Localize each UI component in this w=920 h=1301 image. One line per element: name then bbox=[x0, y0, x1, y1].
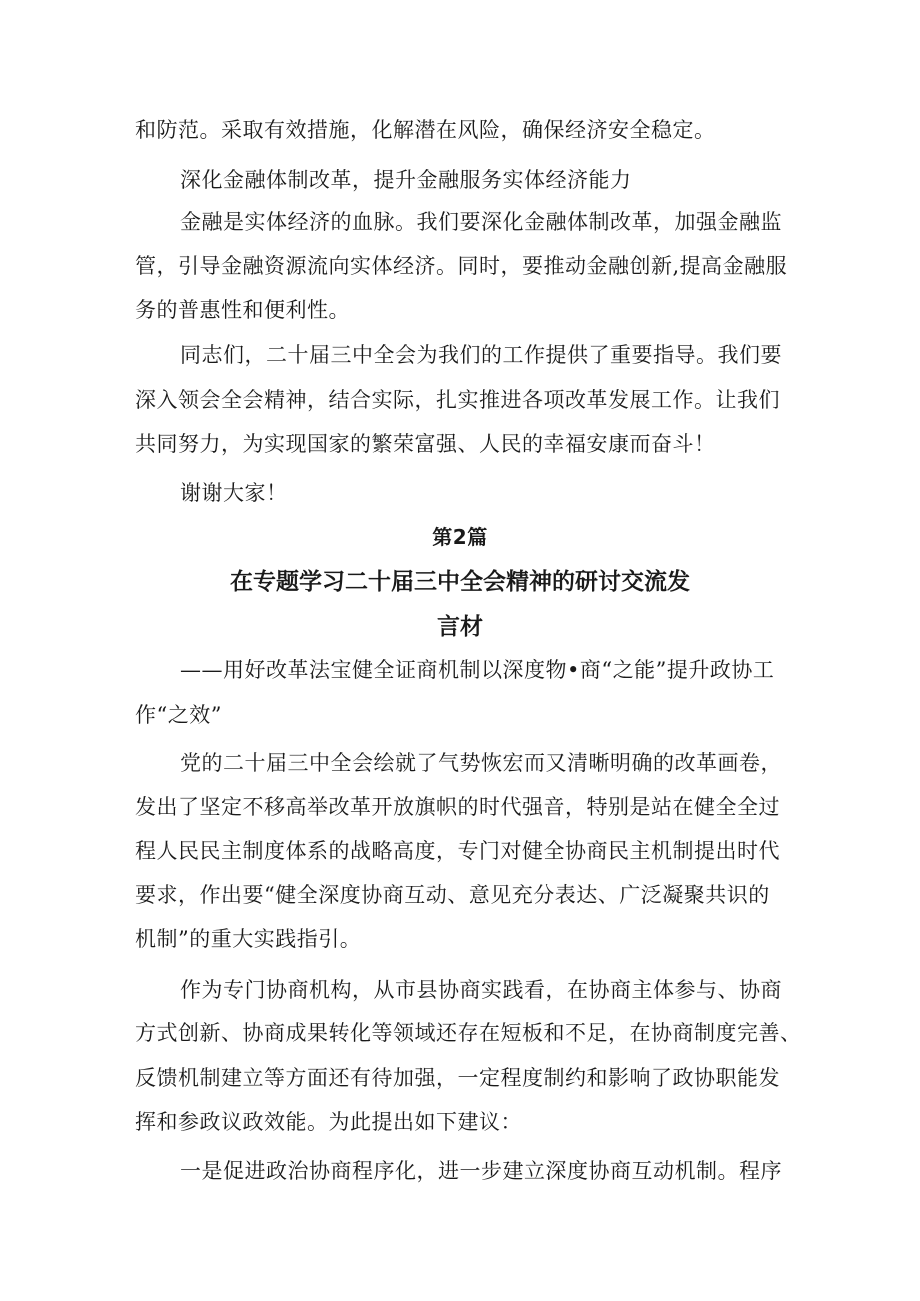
body-line: 方式创新、协商成果转化等领域还存在短板和不足，在协商制度完善、 bbox=[135, 1021, 802, 1045]
closing-line: 谢谢大家！ bbox=[180, 481, 288, 505]
body-line: 管，引导金融资源流向实体经济。同时，要推动金融创新,提高金融服 bbox=[135, 254, 788, 278]
subtitle-line-2: 作“之效” bbox=[135, 703, 222, 727]
body-line: 共同努力，为实现国家的繁荣富强、人民的幸福安康而奋斗！ bbox=[135, 432, 716, 456]
body-line: 作为专门协商机构，从市县协商实践看，在协商主体参与、协商 bbox=[180, 978, 782, 1002]
body-line: 要求，作出要“健全深度协商互动、意见充分表达、广泛凝聚共识的 bbox=[135, 883, 770, 907]
article-title-line-2: 言材 bbox=[437, 614, 483, 640]
body-line: 和防范。采取有效措施，化解潜在风险，确保经济安全稳定。 bbox=[135, 118, 716, 142]
body-line: 金融是实体经济的血脉。我们要深化金融体制改革，加强金融监 bbox=[180, 210, 782, 234]
body-line: 深入领会全会精神，结合实际，扎实推进各项改革发展工作。让我们 bbox=[135, 388, 780, 412]
section-heading: 深化金融体制改革，提升金融服务实体经济能力 bbox=[180, 168, 632, 192]
body-line: 务的普惠性和便利性。 bbox=[135, 298, 350, 322]
body-line: 机制”的重大实践指引。 bbox=[135, 927, 362, 951]
subtitle-line-1: ——用好改革法宝健全证商机制以深度物•商“之能”提升政协工 bbox=[180, 658, 775, 682]
body-line: 党的二十届三中全会绘就了气势恢宏而又清晰明确的改革画卷， bbox=[180, 751, 782, 775]
body-line: 同志们，二十届三中全会为我们的工作提供了重要指导。我们要 bbox=[180, 343, 782, 367]
body-line: 程人民民主制度体系的战略高度，专门对健全协商民主机制提出时代 bbox=[135, 839, 780, 863]
body-line: 发出了坚定不移高举改革开放旗帜的时代强音，特别是站在健全全过 bbox=[135, 795, 780, 819]
body-line: 一是促进政治协商程序化，进一步建立深度协商互动机制。程序 bbox=[180, 1159, 782, 1183]
article-title-line-1: 在专题学习二十届三中全会精神的研讨交流发 bbox=[230, 569, 690, 595]
body-line: 反馈机制建立等方面还有待加强，一定程度制约和影响了政协职能发 bbox=[135, 1066, 780, 1090]
chapter-label: 第2篇 bbox=[432, 525, 488, 549]
body-line: 挥和参政议政效能。为此提出如下建议： bbox=[135, 1110, 522, 1134]
